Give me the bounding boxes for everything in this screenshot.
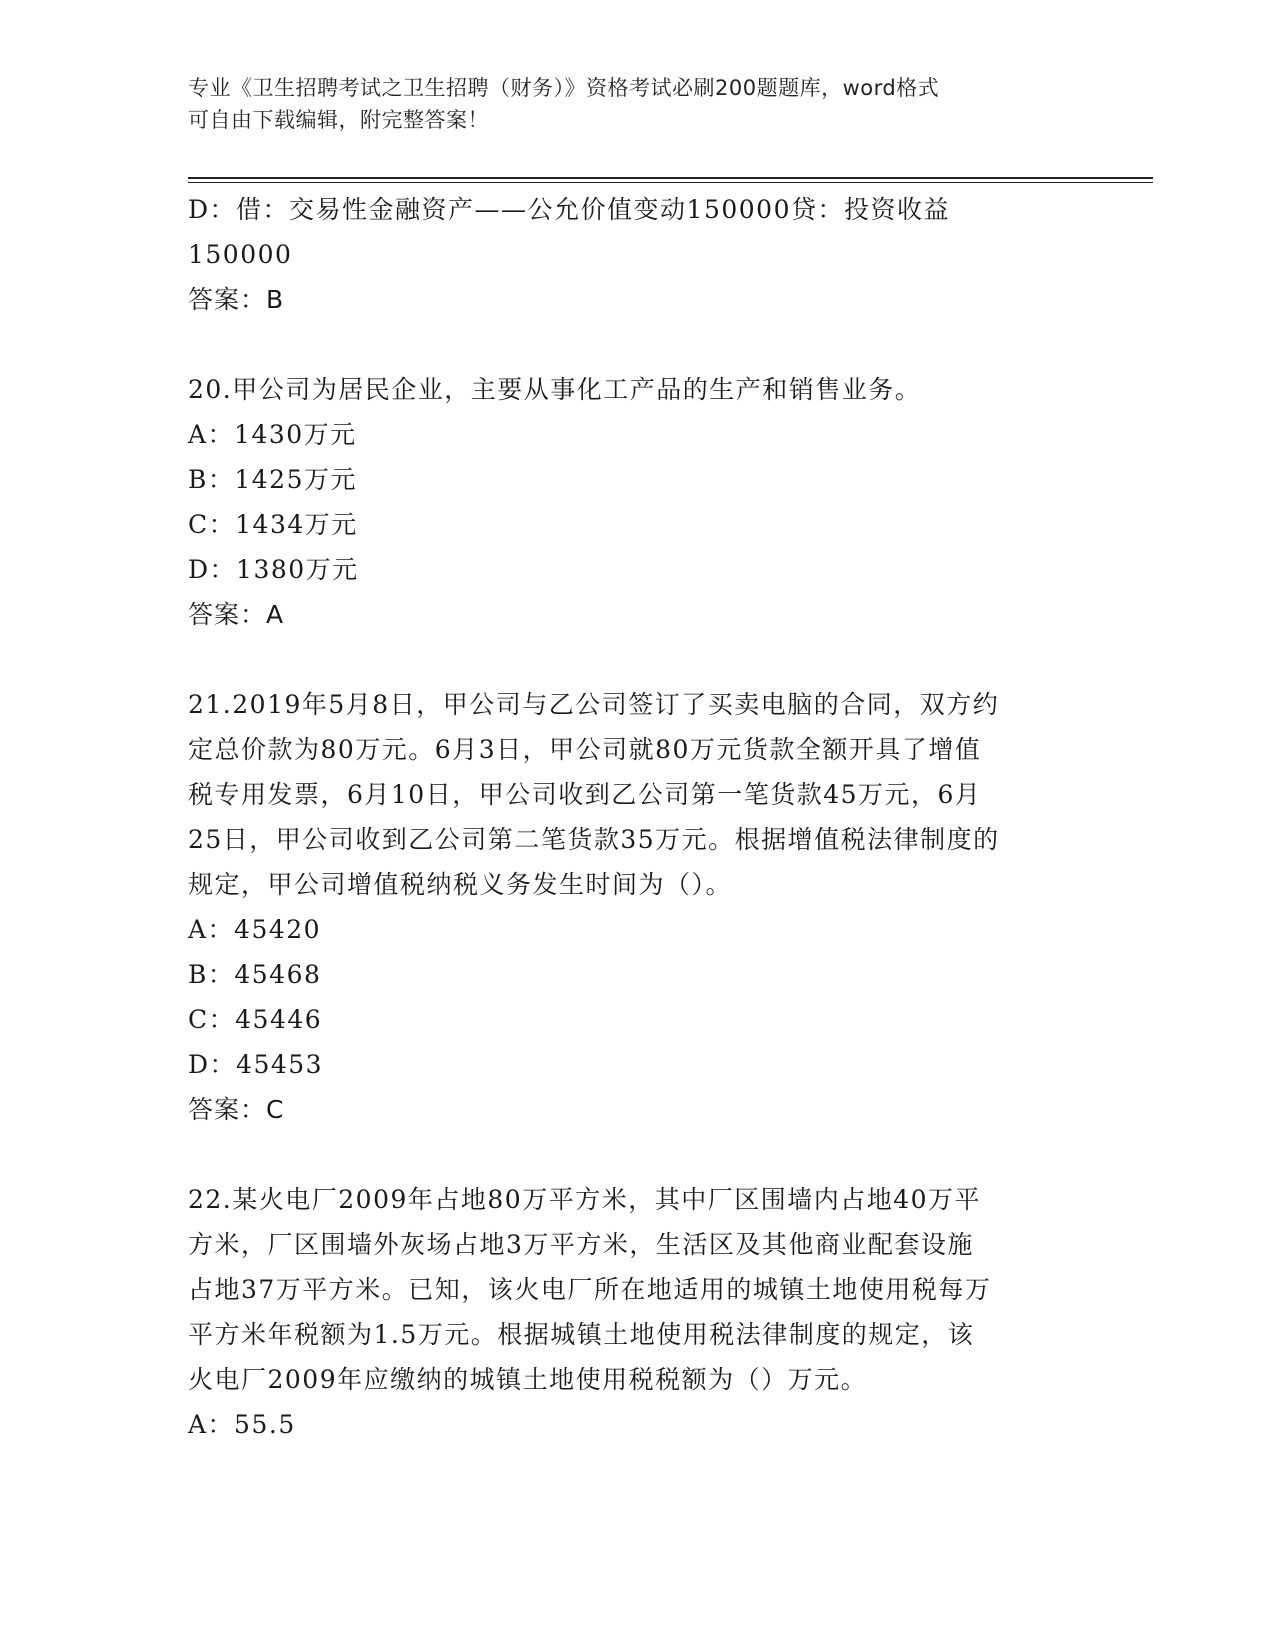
option-c: C：45446 bbox=[188, 1005, 323, 1034]
question-list bbox=[188, 187, 1088, 1447]
answer-line: 答案：B bbox=[188, 285, 285, 314]
header-title-line-1: 专业《卫生招聘考试之卫生招聘（财务）》资格考试必刷200题题库，word格式 bbox=[188, 76, 940, 100]
option-a: A：1430万元 bbox=[188, 420, 357, 449]
question-stem-line: 平方米年税额为1.5万元。根据城镇土地使用税法律制度的规定，该 bbox=[188, 1320, 975, 1349]
option-d: D：45453 bbox=[188, 1050, 324, 1079]
question-stem-line: 25日，甲公司收到乙公司第二笔货款35万元。根据增值税法律制度的 bbox=[188, 825, 1000, 854]
option-c: C：1434万元 bbox=[188, 510, 358, 539]
question-stem-line: 21.2019年5月8日，甲公司与乙公司签订了买卖电脑的合同，双方约 bbox=[188, 690, 1000, 719]
option-b: B：1425万元 bbox=[188, 465, 357, 494]
question-stem-line: 税专用发票，6月10日，甲公司收到乙公司第一笔货款45万元，6月 bbox=[188, 780, 982, 809]
option-a: A：45420 bbox=[188, 915, 322, 944]
question-stem-line: 占地37万平方米。已知，该火电厂所在地适用的城镇土地使用税每万 bbox=[188, 1275, 992, 1304]
option-b: B：45468 bbox=[188, 960, 322, 989]
option-d: D：借：交易性金融资产——公允价值变动150000贷：投资收益 bbox=[188, 195, 950, 224]
question-21 bbox=[188, 682, 1088, 1132]
question-20 bbox=[188, 367, 1088, 637]
header-title-line-2: 可自由下载编辑，附完整答案！ bbox=[188, 108, 489, 132]
question-stem-line: 火电厂2009年应缴纳的城镇土地使用税税额为（）万元。 bbox=[188, 1365, 868, 1394]
question-19 bbox=[188, 187, 1088, 322]
option-d: D：1380万元 bbox=[188, 555, 359, 584]
question-stem-line: 方米，厂区围墙外灰场占地3万平方米，生活区及其他商业配套设施 bbox=[188, 1230, 974, 1259]
question-stem-line: 规定，甲公司增值税纳税义务发生时间为（）。 bbox=[188, 870, 733, 899]
document-header bbox=[188, 72, 1088, 136]
option-a: A：55.5 bbox=[188, 1410, 296, 1439]
answer-line: 答案：A bbox=[188, 600, 285, 629]
answer-line: 答案：C bbox=[188, 1095, 285, 1124]
question-stem-line: 22.某火电厂2009年占地80万平方米，其中厂区围墙内占地40万平 bbox=[188, 1185, 982, 1214]
header-divider-thin bbox=[188, 182, 1153, 183]
option-d-continued: 150000 bbox=[188, 240, 293, 269]
header-divider-thick bbox=[188, 177, 1153, 179]
question-stem-line: 定总价款为80万元。6月3日，甲公司就80万元货款全额开具了增值 bbox=[188, 735, 982, 764]
question-22 bbox=[188, 1177, 1088, 1447]
question-stem: 20.甲公司为居民企业，主要从事化工产品的生产和销售业务。 bbox=[188, 375, 922, 404]
